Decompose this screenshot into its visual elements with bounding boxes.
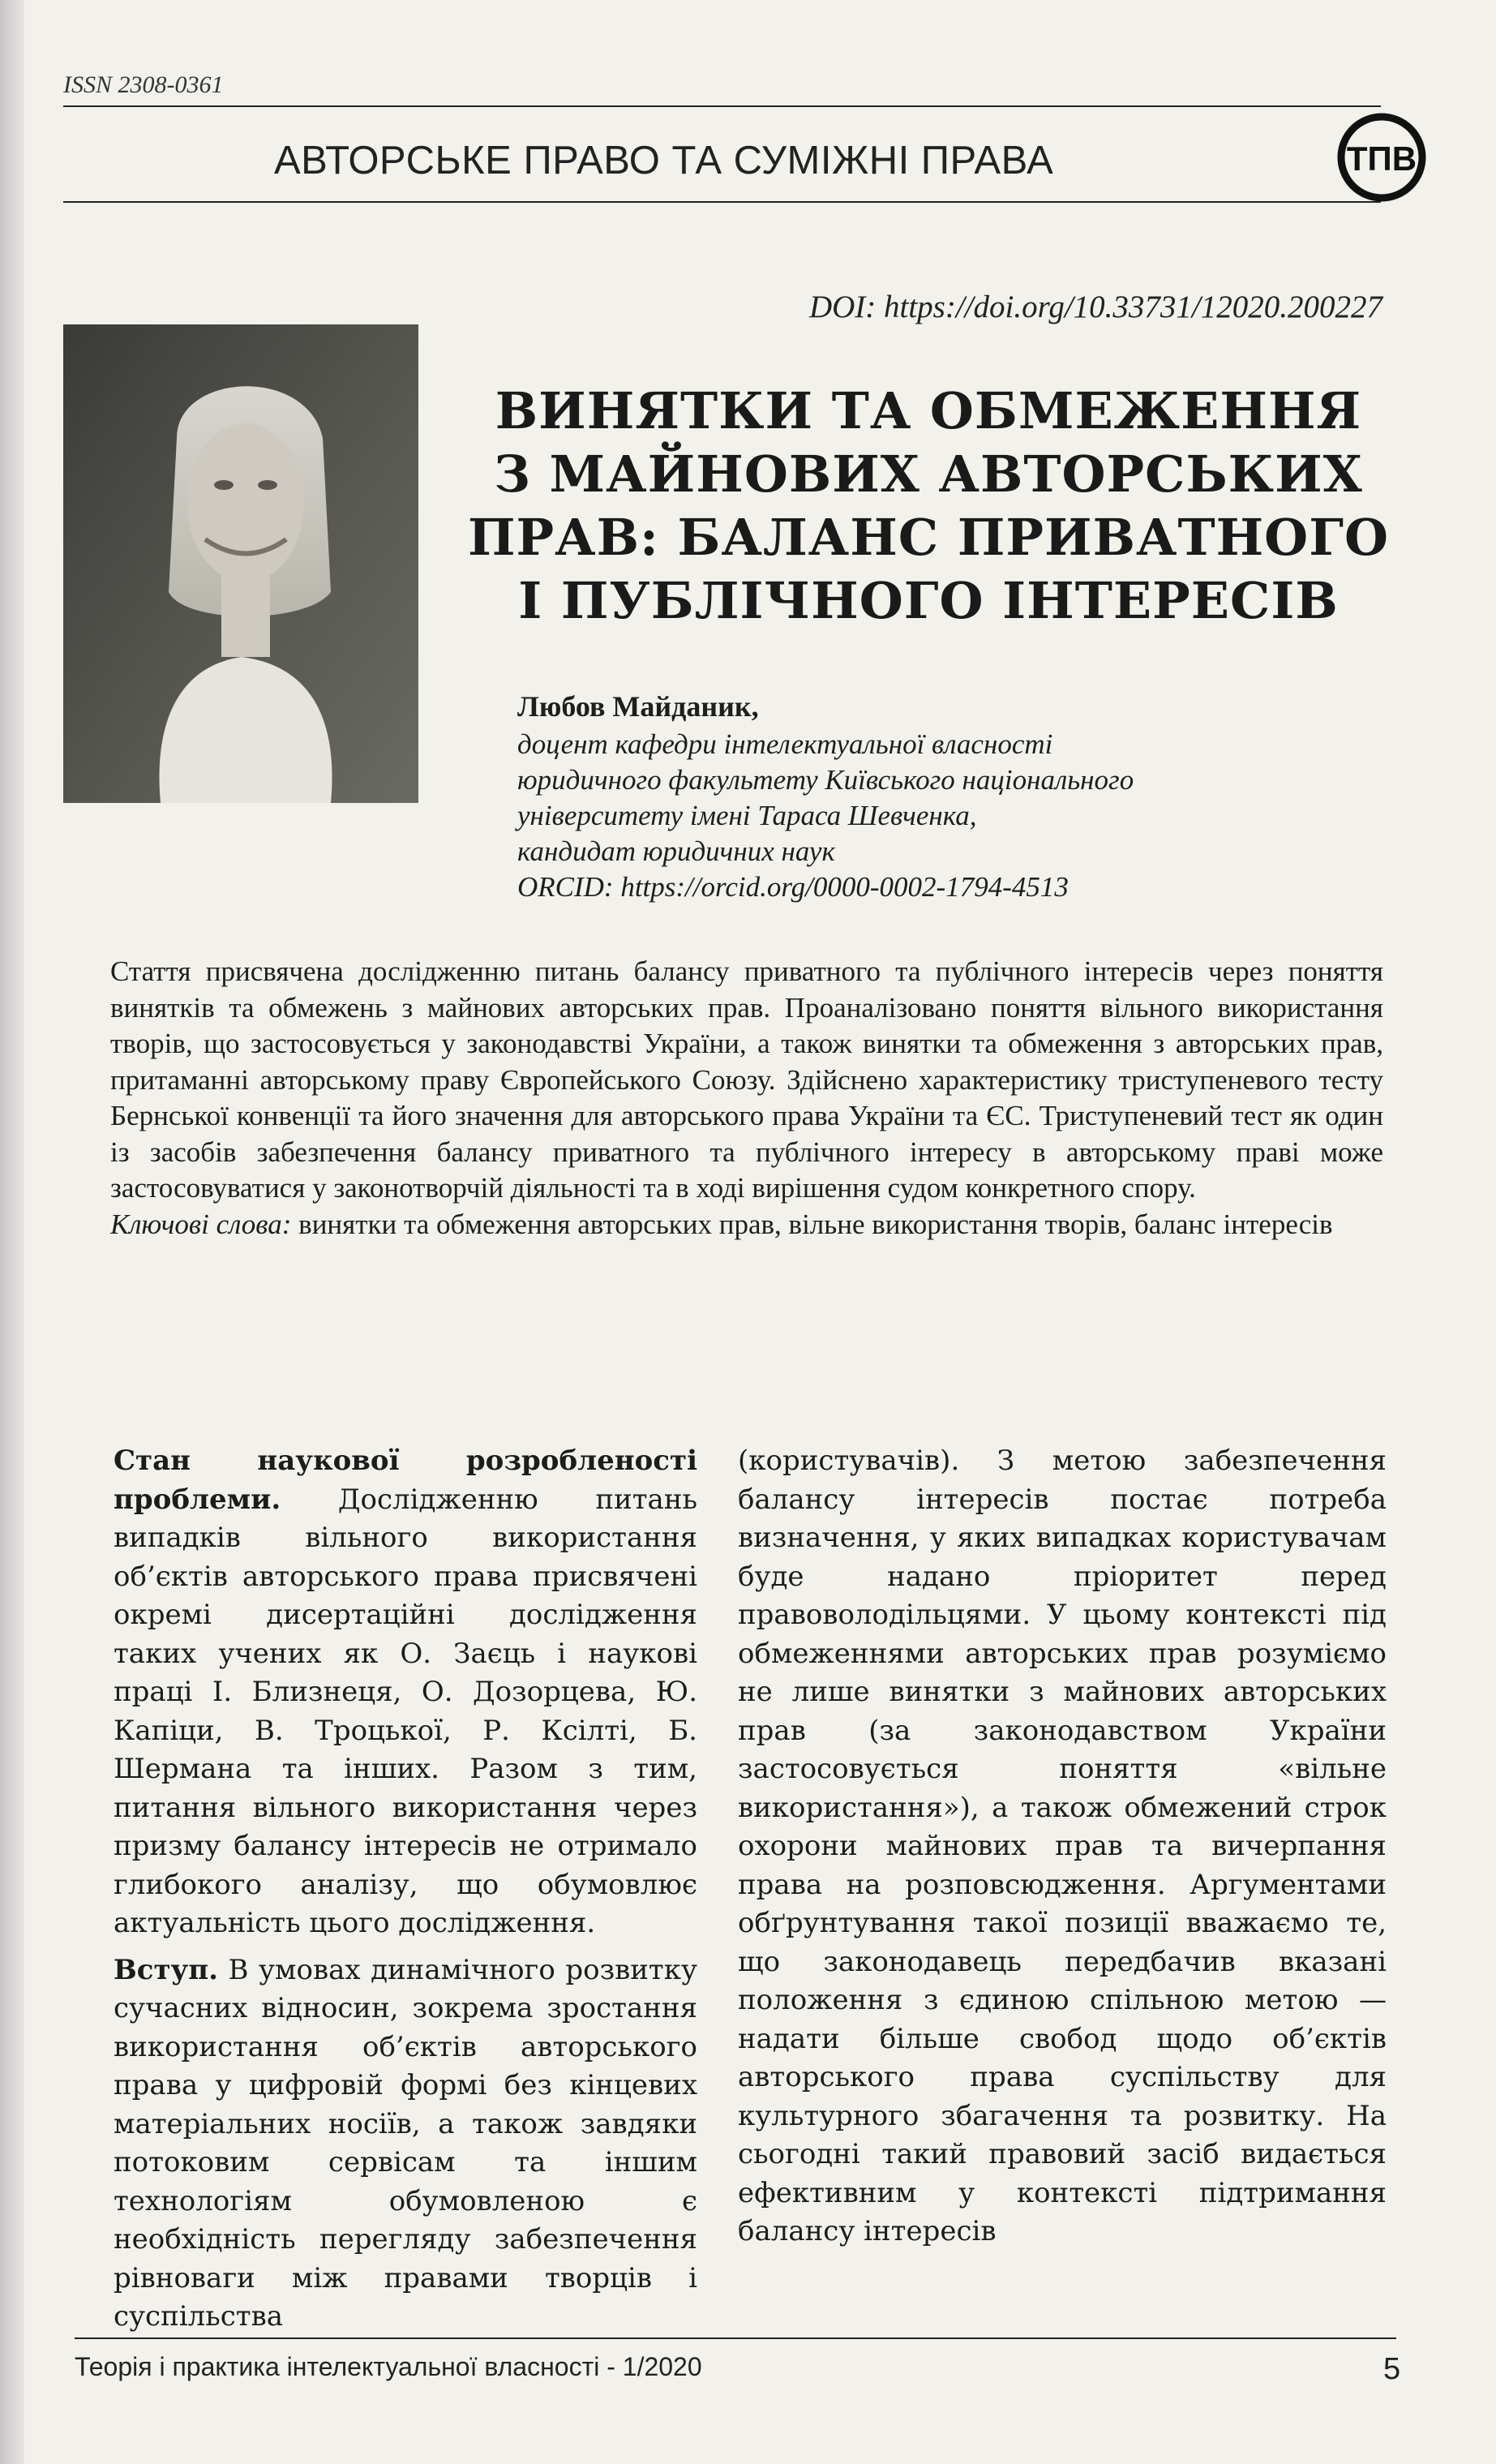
abstract	[110, 954, 1383, 1243]
svg-text:ТПВ: ТПВ	[1346, 140, 1417, 178]
body-column-right	[738, 1442, 1387, 2252]
paragraph-heading: Стан наукової розробленості проблеми.	[114, 1444, 697, 1516]
orcid: ORCID: https://orcid.org/0000-0002-1794-4513	[517, 871, 1069, 903]
title-line: ПРАВ: БАЛАНС ПРИВАТНОГО	[467, 508, 1390, 567]
affiliation-line: кандидат юридичних наук	[517, 835, 835, 867]
keywords-label: Ключові слова:	[110, 1208, 292, 1240]
page-edge-shadow	[0, 0, 24, 2464]
author-affiliation	[517, 727, 1134, 905]
section-title: АВТОРСЬКЕ ПРАВО ТА СУМІЖНІ ПРАВА	[274, 139, 1054, 182]
title-line: ВИНЯТКИ ТА ОБМЕЖЕННЯ	[495, 381, 1362, 440]
journal-footer: Теорія і практика інтелектуальної власності - 1/2020	[75, 2352, 702, 2381]
header-rule-top	[63, 105, 1381, 107]
paragraph-text: Дослідженню питань випадків вільного використання об’єктів авторського права присвячені окремі дисертаційні дослідження таких учених як О. Заєць і наукові праці І. Близнеця, О. Дозорцева, Ю. Капіци, В. Троцької, Р. Ксілті, Б. Шермана та інших. Разом з тим, питання вільного використання через призму балансу інтересів не отримало глибокого аналізу, що обумовлює актуальність цього дослідження.	[114, 1483, 697, 1939]
article-title	[454, 380, 1403, 633]
paragraph-state-of-research	[114, 1442, 697, 1943]
title-line: З МАЙНОВИХ АВТОРСЬКИХ	[494, 444, 1363, 504]
affiliation-line: університету імені Тараса Шевченка,	[517, 800, 977, 831]
keywords	[110, 1207, 1383, 1243]
journal-logo-icon	[1336, 112, 1427, 203]
paragraph-text: (користувачів). З метою забезпечення балансу інтересів постає потреба визначення, у яких випадках користувачам буде надано пріоритет перед правоволодільцями. У цьому контексті під обмеженнями авторських прав розуміємо не лише винятки з майнових авторських прав (за законодавством України застосовується поняття «вільне використання»), а також обмежений строк охорони майнових прав та вичерпання права на розповсюдження. Аргументами обґрунтування такої позиції вважаємо те, що законодавець передбачив вказані положення з єдиною спільною метою — надати більше свобод щодо об’єктів авторського права суспільству для культурного збагачення та розвитку. На сьогодні такий правовий засіб видається ефективним у контексті підтримання балансу інтересів	[738, 1444, 1387, 2247]
author-name: Любов Майданик,	[517, 690, 759, 723]
affiliation-line: юридичного факультету Київського національного	[517, 764, 1134, 796]
header-rule-bottom	[63, 201, 1381, 203]
page-number: 5	[1383, 2352, 1401, 2386]
paragraph-heading: Вступ.	[114, 1953, 218, 1986]
keywords-text: винятки та обмеження авторських прав, вільне використання творів, баланс інтересів	[291, 1208, 1333, 1240]
author-photo	[63, 324, 418, 803]
issn: ISSN 2308-0361	[63, 71, 224, 98]
doi: DOI: https://doi.org/10.33731/12020.200227	[808, 290, 1382, 324]
paragraph-introduction	[114, 1951, 697, 2337]
body-column-left	[114, 1442, 697, 2337]
footer-rule	[75, 2337, 1396, 2339]
affiliation-line: доцент кафедри інтелектуальної власності	[517, 728, 1053, 760]
abstract-text: Стаття присвячена дослідженню питань балансу приватного та публічного інтересів через поняття винятків та обмежень з майнових авторських прав. Проаналізовано поняття вільного використання творів, що застосовується у законодавстві України, а також винятки та обмеження з авторських прав, притаманні авторському праву Європейського Союзу. Здійснено характеристику триступеневого тесту Бернської конвенції та його значення для авторського права України та ЄС. Триступеневий тест як один із засобів забезпечення балансу приватного та публічного інтересу в авторському праві може застосовуватися у законотворчій діяльності та в ході вирішення судом конкретного спору.	[110, 955, 1383, 1204]
title-line: І ПУБЛІЧНОГО ІНТЕРЕСІВ	[518, 571, 1339, 630]
paragraph-text: В умовах динамічного розвитку сучасних відносин, зокрема зростання використання об’єктів авторського права у цифровій формі без кінцевих матеріальних носіїв, а також завдяки потоковим сервісам та іншим технологіям обумовленою є необхідність перегляду забезпечення рівноваги між правами творців і суспільства	[114, 1953, 697, 2333]
